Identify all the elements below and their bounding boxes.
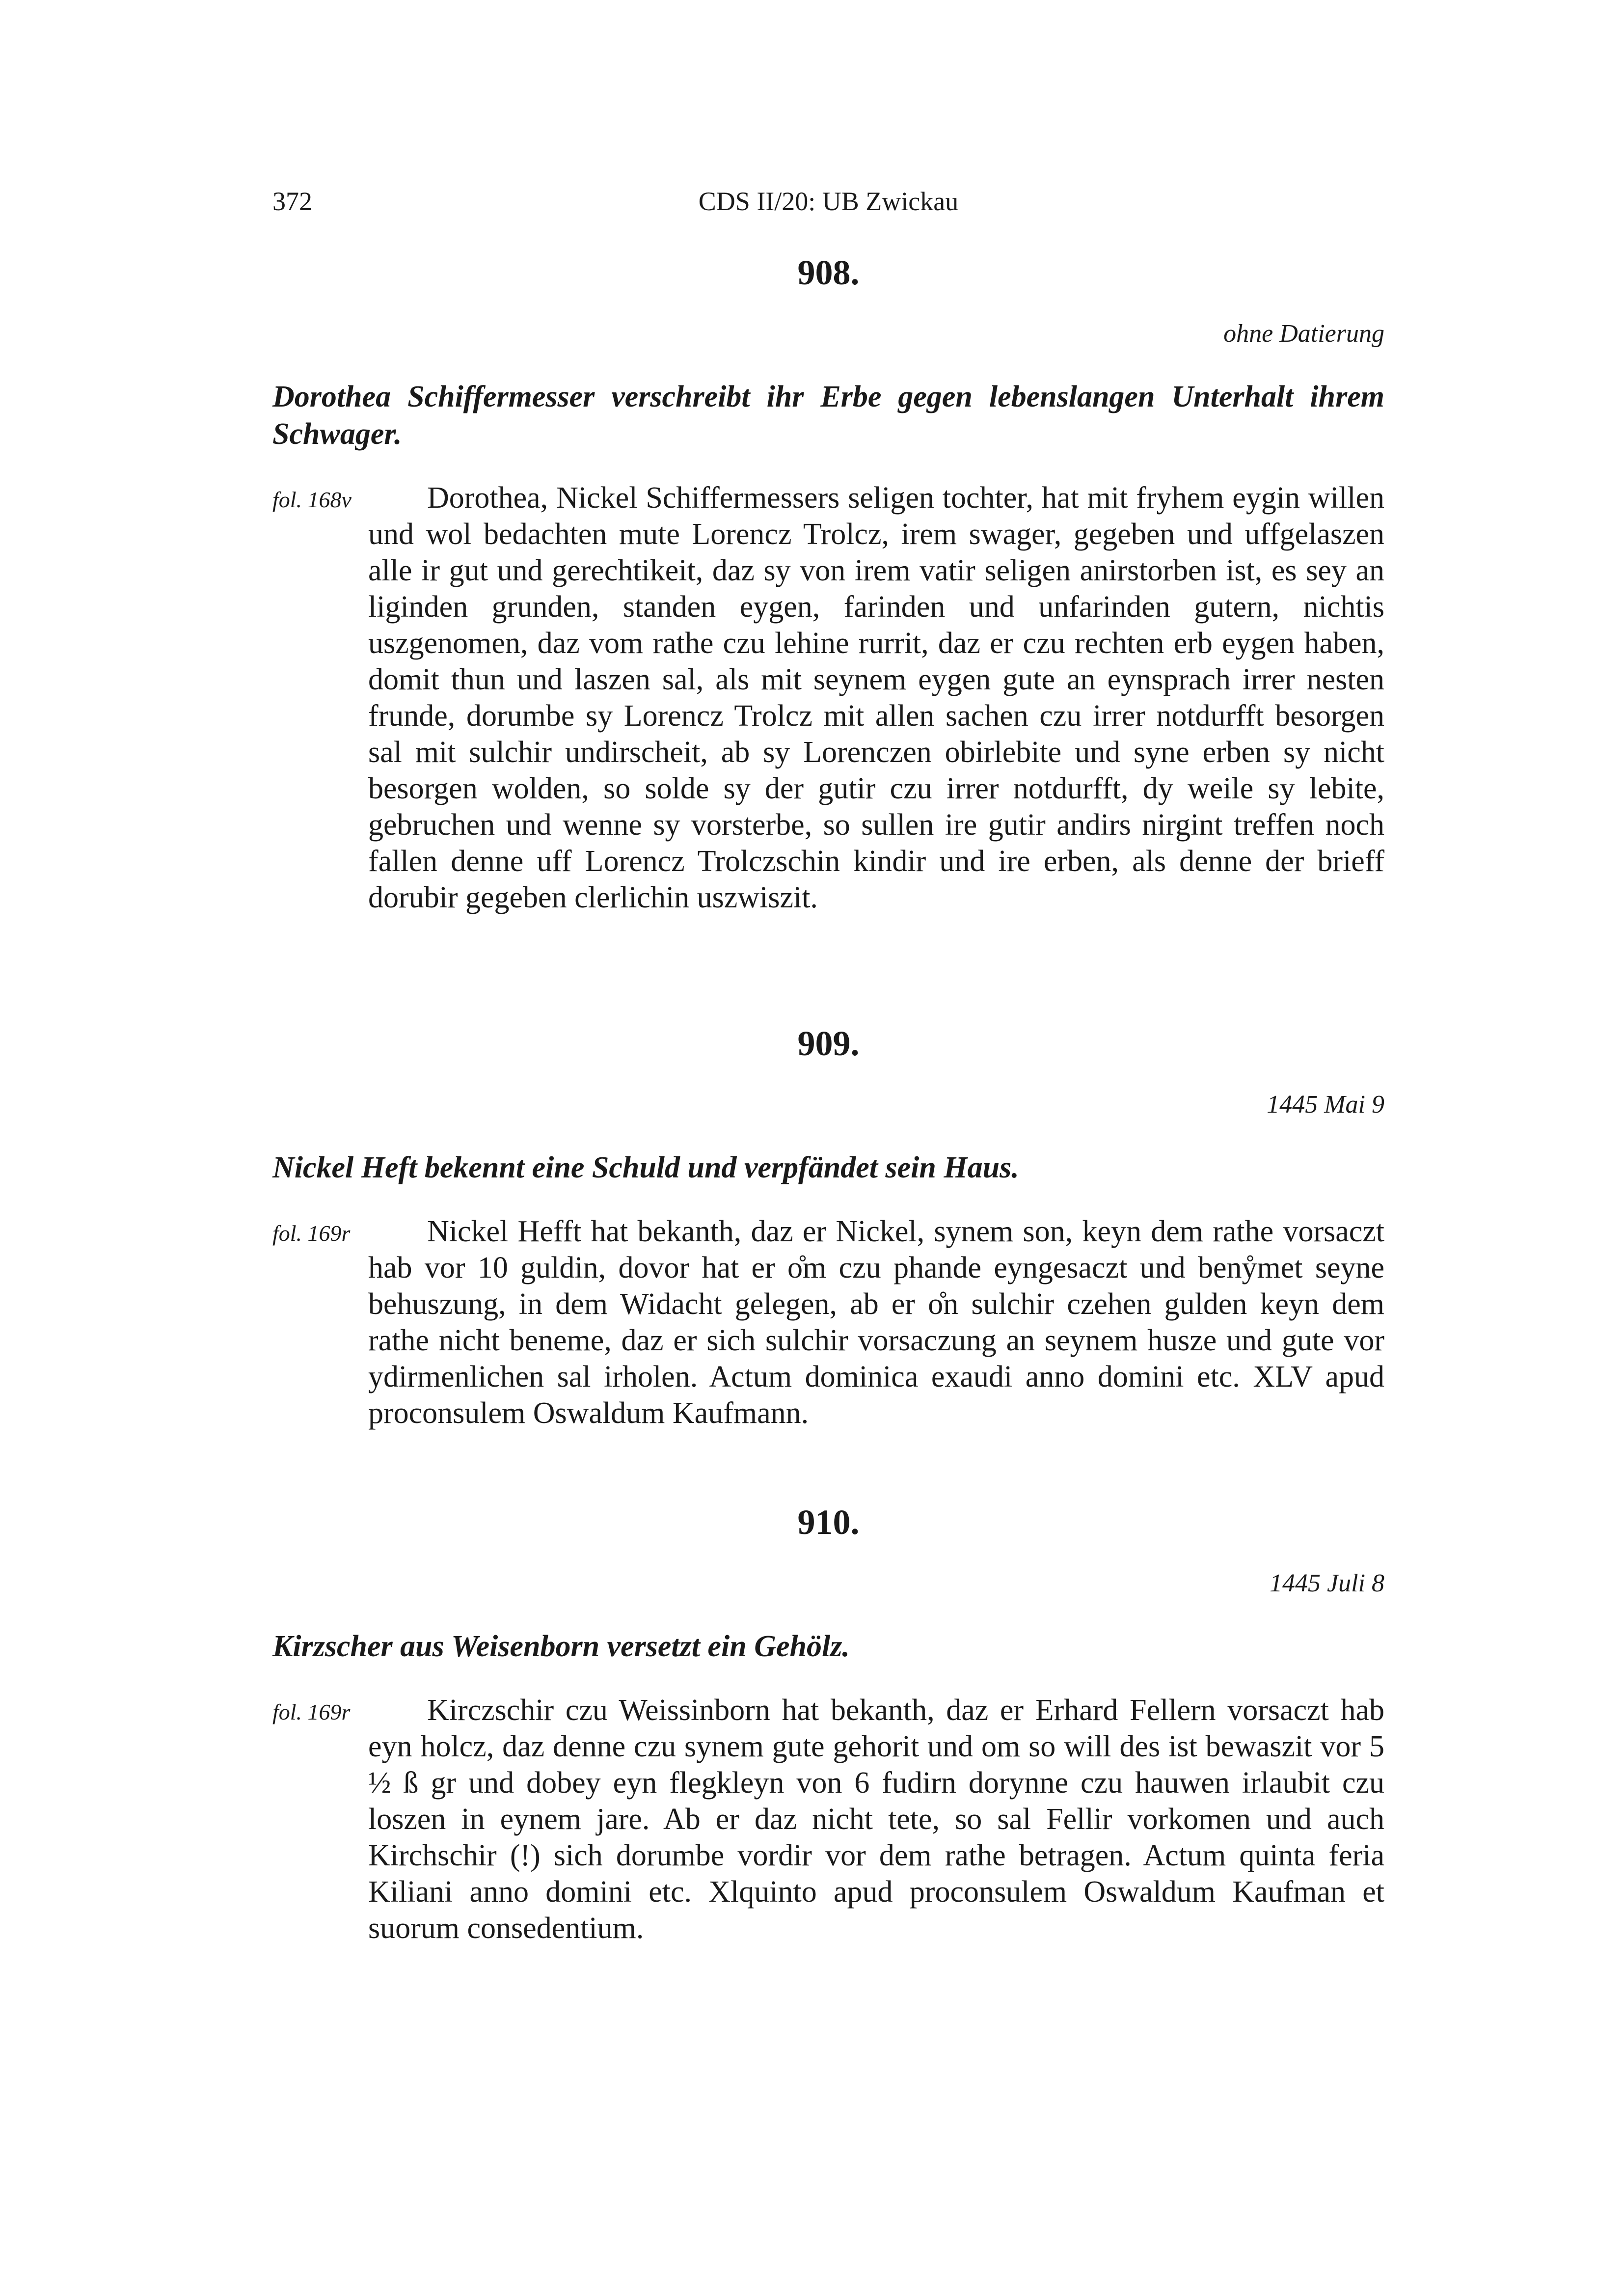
page-number: 372 (272, 187, 312, 216)
entry-text-container (368, 1692, 1384, 1946)
entry-text: Nickel Hefft hat bekanth, daz er Nickel, synem son, keyn dem rathe vorsaczt hab vor 10 guldin, dovor hat er o̊m czu phande eyngesaczt und benẙmet seyne behuszung, in dem Widacht gelegen, ab er o̊n sulchir czehen gulden keyn dem rathe nicht beneme, daz er sich sulchir vorsaczung an seynem husze und gute vor ydirmenlichen sal irholen. Actum dominica exaudi anno domini etc. XLV apud proconsulem Oswaldum Kaufmann. (368, 1215, 1384, 1430)
entry-summary: Dorothea Schiffermesser verschreibt ihr Erbe gegen lebenslangen Unterhalt ihrem Schwager. (272, 380, 1384, 451)
folio-reference: fol. 169r (272, 1221, 351, 1246)
entry-summary: Kirzscher aus Weisenborn versetzt ein Gehölz. (272, 1630, 850, 1663)
entry-number: 910. (797, 1503, 860, 1542)
entry-date: 1445 Juli 8 (1270, 1569, 1384, 1597)
folio-reference: fol. 168v (272, 487, 352, 512)
entry-summary: Nickel Heft bekennt eine Schuld und verpfändet sein Haus. (272, 1151, 1019, 1184)
header-title: CDS II/20: UB Zwickau (698, 187, 959, 216)
entry-date: 1445 Mai 9 (1267, 1091, 1384, 1119)
entry-text: Dorothea, Nickel Schiffermessers seligen tochter, hat mit fryhem eygin willen und wol bedachten mute Lorencz Trolcz, irem swager, gegeben und uffgelaszen alle ir gut und gerechtikeit, daz sy von irem vatir seligen anirstorben ist, es sey an liginden grunden, standen eygen, farinden und unfarinden gutern, nichtis uszgenomen, daz vom rathe czu lehine rurrit, daz er czu rechten erb eygen haben, domit thun und laszen sal, als mit seynem eygen gute an eynsprach irrer nesten frunde, dorumbe sy Lorencz Trolcz mit allen sachen czu irrer notdurfft besorgen sal mit sulchir undirscheit, ab sy Lorenczen obirlebite und syne erben sy nicht besorgen wolden, so solde sy der gutir czu irrer notdurfft, dy weile sy lebite, gebruchen und wenne sy vorsterbe, so sullen ire gutir andirs nirgint treffen noch fallen denne uff Lorencz Trolczschin kindir und ire erben, als denne der brieff dorubir gegeben clerlichin uszwiszit. (368, 481, 1384, 914)
entry-908 (272, 250, 1384, 916)
running-head (272, 182, 1384, 221)
entry-text-container (368, 480, 1384, 916)
entry-text: Kirczschir czu Weissinborn hat bekanth, daz er Erhard Fellern vorsaczt hab eyn holcz, daz denne czu synem gute gehorit und om so will des ist bewaszit vor 5 ½ ß gr und dobey eyn flegkleyn von 6 fudirn dorynne czu hauwen irlaubit czu loszen in eynem jare. Ab er daz nicht tete, so sal Fellir vorkomen und auch Kirchschir (!) sich dorumbe vordir vor dem rathe betragen. Actum quinta feria Kiliani anno domini etc. Xlquinto apud proconsulem Oswaldum Kaufman et suorum consedentium. (368, 1694, 1384, 1945)
entry-text-container (368, 1213, 1384, 1431)
entry-body (272, 1213, 1384, 1431)
entry-909 (272, 1021, 1384, 1431)
entry-number: 909. (797, 1024, 860, 1063)
entry-number: 908. (797, 253, 860, 292)
entry-date: ohne Datierung (1223, 320, 1384, 348)
folio-reference: fol. 169r (272, 1699, 351, 1724)
entry-body (272, 480, 1384, 916)
entry-910 (272, 1500, 1384, 1946)
entry-body (272, 1692, 1384, 1946)
